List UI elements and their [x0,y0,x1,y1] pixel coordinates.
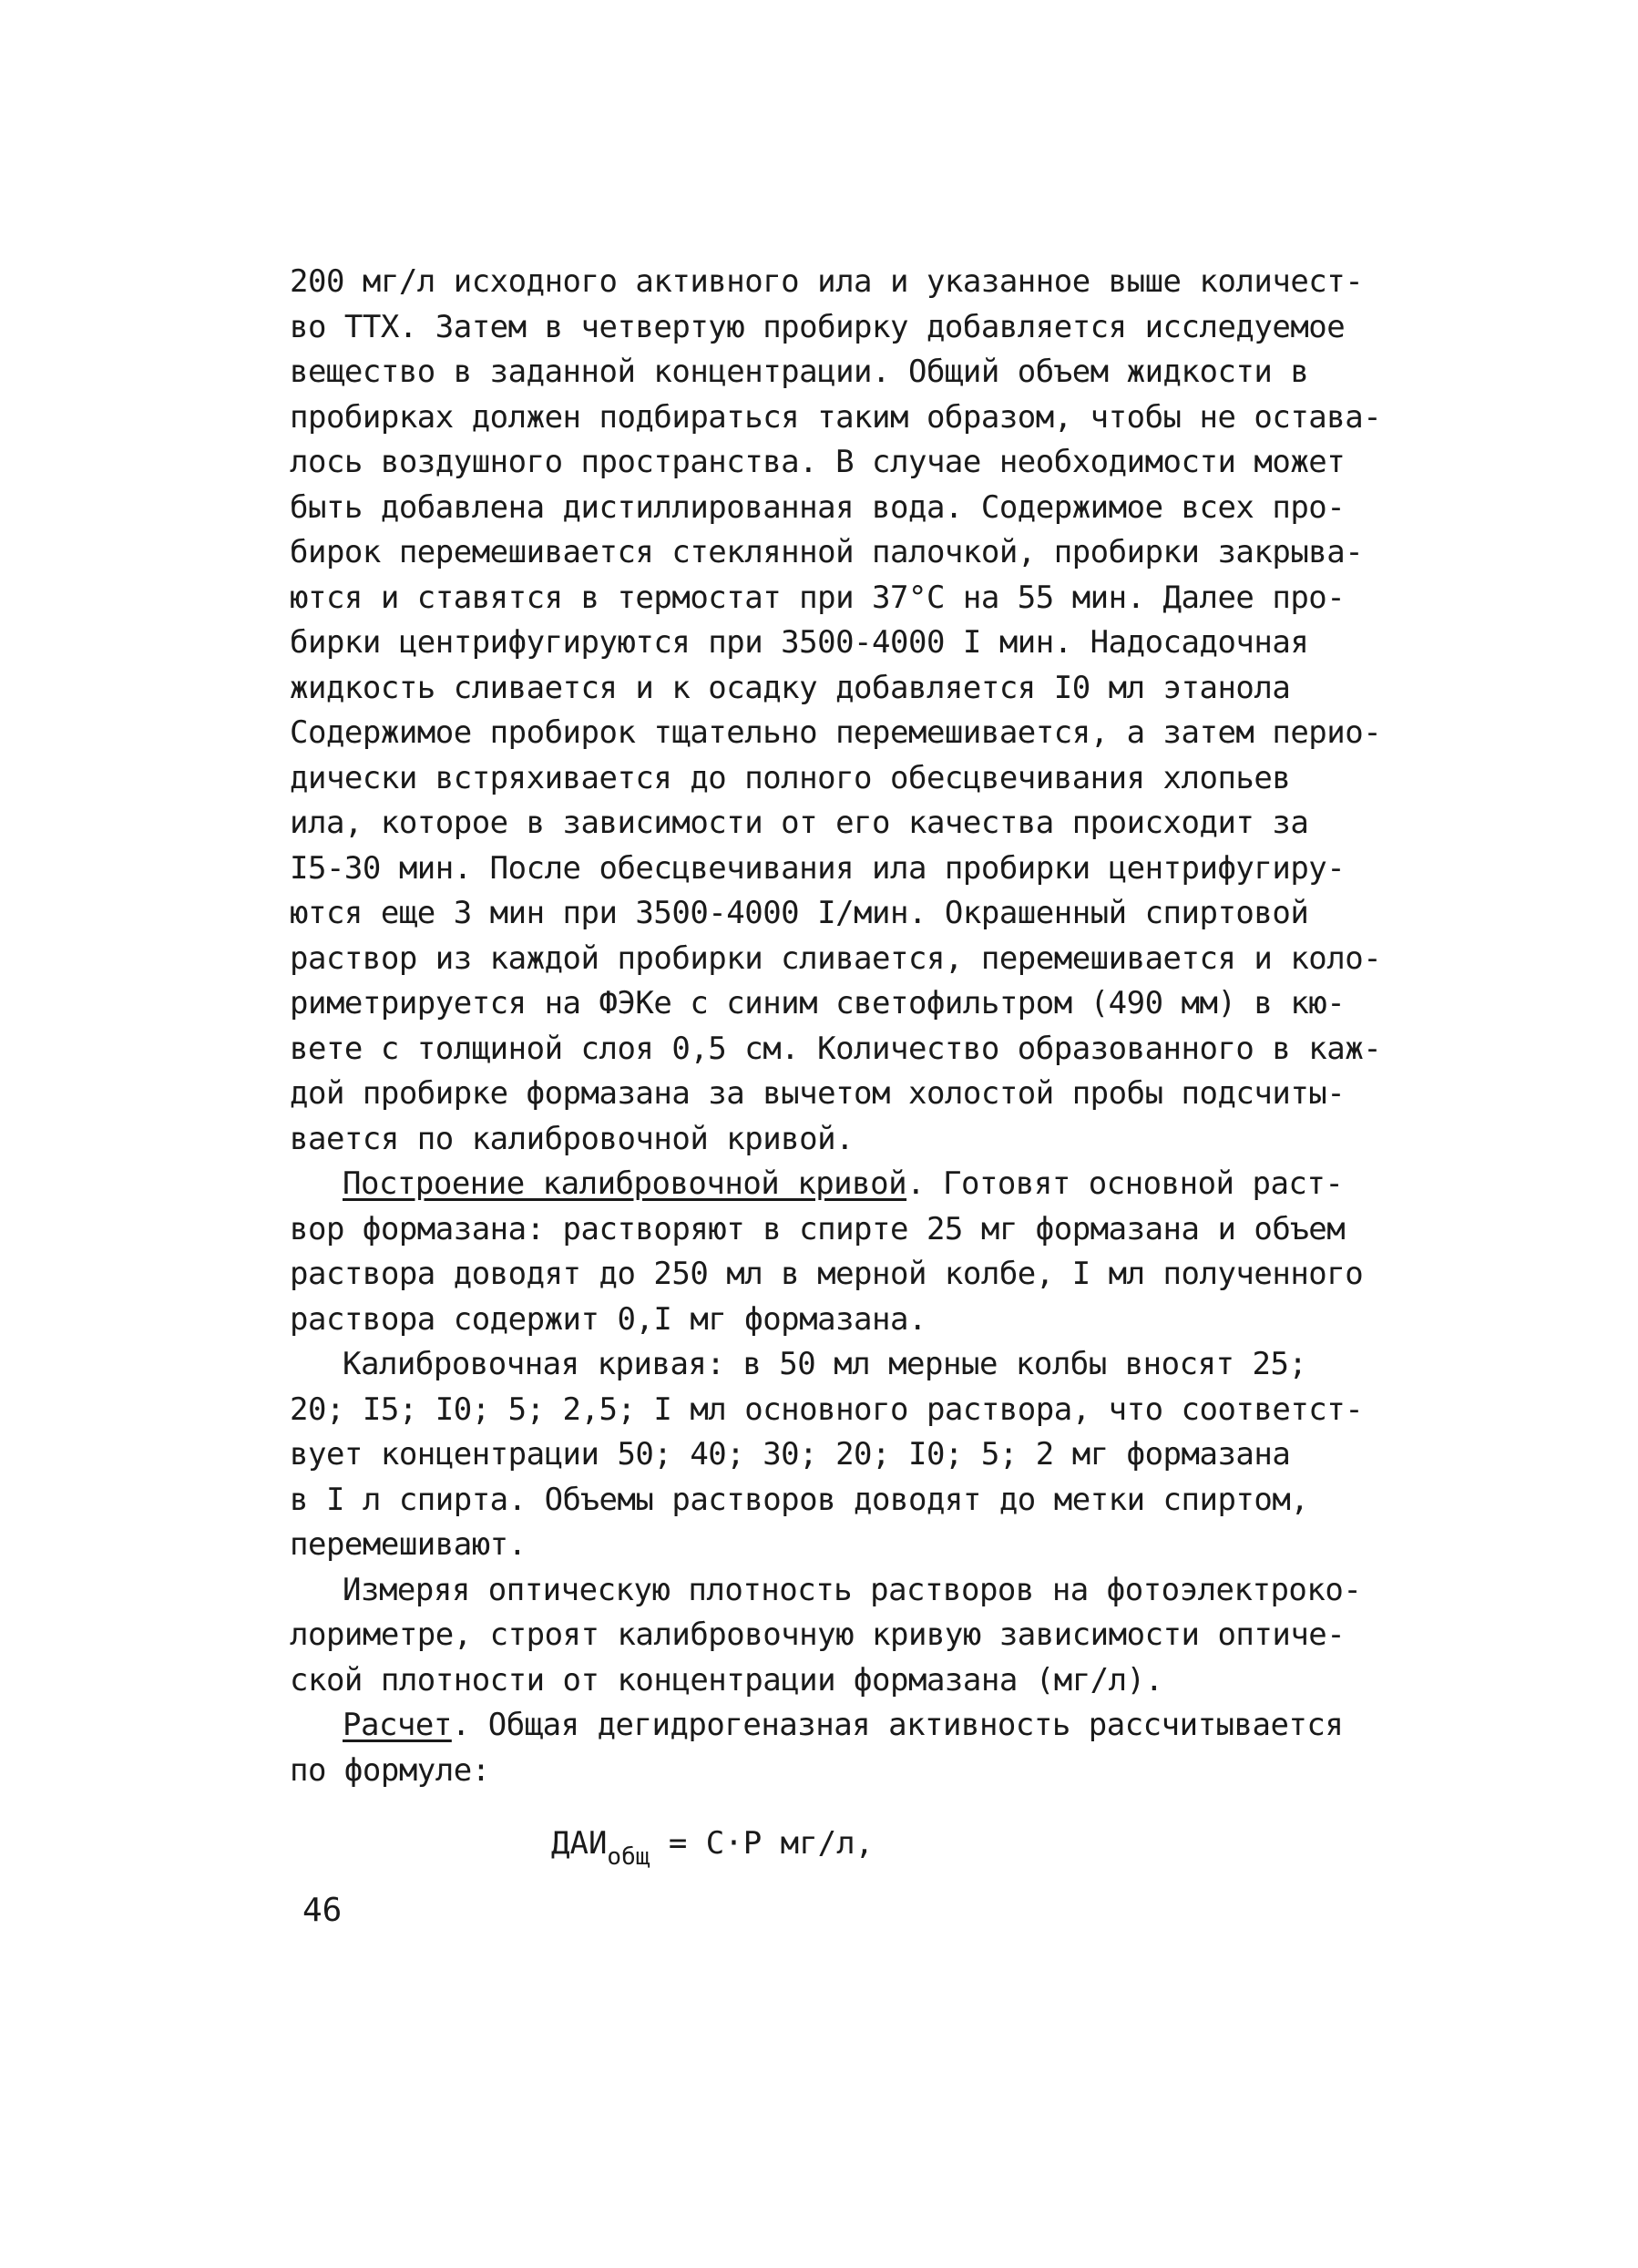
text-line: вете с толщиной слоя 0,5 см. Количество образованного в каж- [290,1030,1382,1067]
text-line: бирки центрифугируются при 3500-4000 I мин. Надосадочная [290,624,1309,661]
body-text [290,260,1447,1793]
text-line: раствор из каждой пробирки сливается, перемешивается и коло- [290,939,1382,977]
text-line: раствора содержит 0,I мг формазана. [290,1300,926,1338]
text-line: во ТТХ. Затем в четвертую пробирку добавляется исследуемое [290,308,1346,345]
text-line: ской плотности от концентрации формазана (мг/л). [290,1661,1163,1698]
text-line: вается по калибровочной кривой. [290,1120,855,1157]
text-line: в I л спирта. Объемы растворов доводят до метки спиртом, [290,1481,1309,1518]
text-line: ила, которое в зависимости от его качества происходит за [290,805,1309,841]
text-line: вует концентрации 50; 40; 30; 20; I0; 5; 2 мг формазана [290,1436,1291,1473]
text-line: дой пробирке формазана за вычетом холостой пробы подсчиты- [290,1075,1346,1112]
text-line: ются и ставятся в термостат при 37°С на 55 мин. Далее про- [290,579,1346,616]
text-line: пробирках должен подбираться таким образом, чтобы не остава- [290,398,1382,436]
text-line: быть добавлена дистиллированная вода. Содержимое всех про- [290,488,1346,526]
text-line: Калибровочная кривая: в 50 мл мерные колбы вносят 25; [343,1346,1307,1382]
text-line: Измеряя оптическую плотность растворов на фотоэлектроко- [343,1571,1362,1608]
text-line: раствора доводят до 250 мл в мерной колбе, I мл полученного [290,1256,1364,1292]
text-line: I5-30 мин. После обесцвечивания ила пробирки центрифугиру- [290,849,1346,887]
text-line: лориметре, строят калибровочную кривую зависимости оптиче- [290,1616,1346,1653]
text-line: 20; I5; I0; 5; 2,5; I мл основного раствора, что соответст- [290,1391,1364,1428]
calibration-heading: Построение калибровочной кривой [343,1165,907,1202]
section-heading-line [290,1703,1447,1749]
text-line: бирок перемешивается стеклянной палочкой, пробирки закрыва- [290,534,1364,570]
text-line: по формуле: [290,1751,490,1789]
text-fragment: . Готовят основной раст- [906,1165,1344,1202]
text-line: перемешивают. [290,1526,527,1563]
text-line: Содержимое пробирок тщательно перемешивается, а затем перио- [290,714,1382,751]
section-heading-line [290,1162,1447,1207]
text-line: лось воздушного пространства. В случае необходимости может [290,444,1346,480]
formula [551,1821,874,1869]
page-number: 46 [302,1892,343,1929]
formula-rhs: = С·Р мг/л, [650,1825,875,1862]
calculation-heading: Расчет [343,1707,452,1743]
text-line: дически встряхивается до полного обесцвечивания хлопьев [290,759,1291,796]
text-line: ются еще 3 мин при 3500-4000 I/мин. Окрашенный спиртовой [290,895,1309,931]
text-line: вещество в заданной концентрации. Общий объем жидкости в [290,354,1309,390]
text-line: риметрируется на ФЭКе с синим светофильтром (490 мм) в кю- [290,985,1346,1021]
text-line: 200 мг/л исходного активного ила и указанное выше количест- [290,263,1364,300]
formula-subscript: общ [607,1843,650,1871]
text-line: вор формазана: растворяют в спирте 25 мг формазана и объем [290,1210,1346,1247]
formula-lhs: ДАИ [551,1825,608,1862]
text-fragment: . Общая дегидрогеназная активность рассчитывается [451,1707,1344,1743]
text-line: жидкость сливается и к осадку добавляется I0 мл этанола [290,669,1291,706]
